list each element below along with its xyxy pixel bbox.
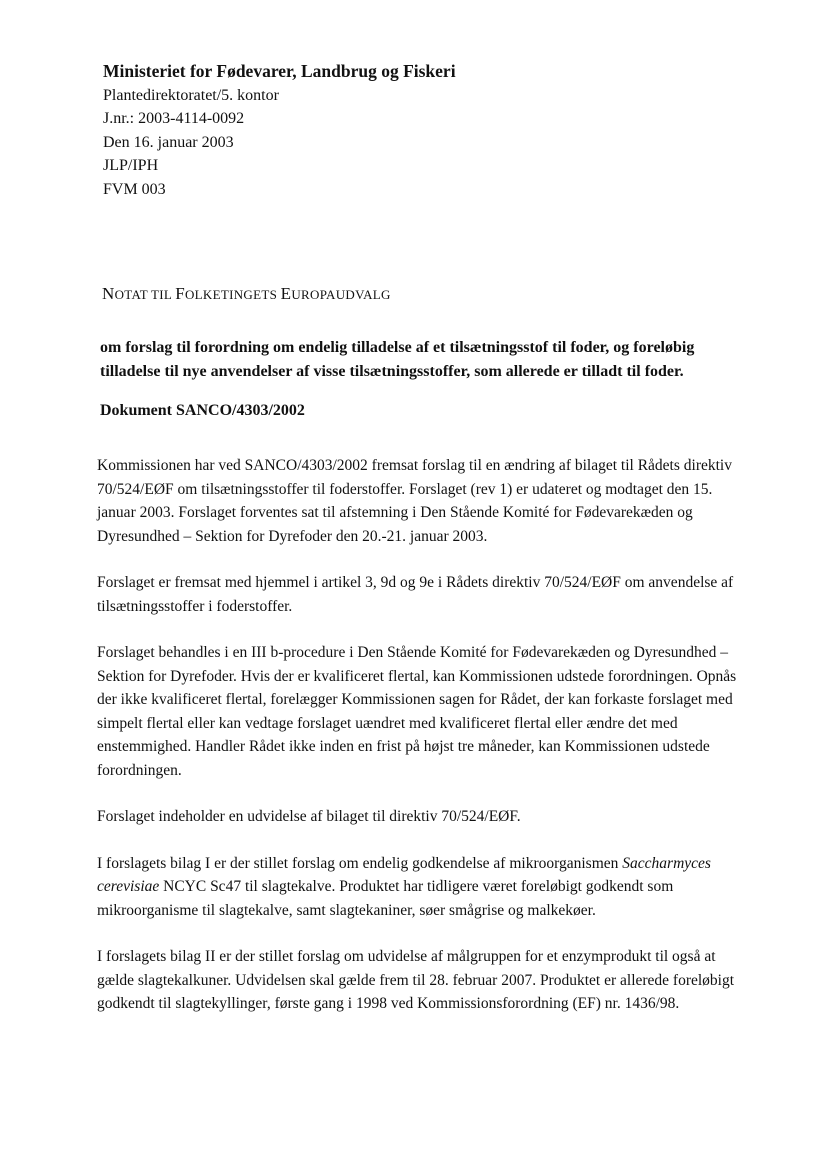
paragraph-5-text-a: I forslagets bilag I er der stillet forslag om endelig godkendelse af mikroorganismen: [97, 854, 623, 872]
title-rest-2: OLKETINGETS: [184, 287, 281, 302]
title-rest-1: OTAT TIL: [114, 287, 176, 302]
body-text: [97, 454, 737, 1039]
title-cap-1: N: [102, 284, 115, 303]
paragraph-1: Kommissionen har ved SANCO/4303/2002 fremsat forslag til en ændring af bilaget til Rådets direktiv 70/524/EØF om tilsætningsstoffer til foderstoffer. Forslaget (rev 1) er udateret og modtaget den 15. januar 2003. Forslaget forventes sat til afstemning i Den Stående Komité for Fødevarekæden og Dyresundhed – Sektion for Dyrefoder den 20.-21. januar 2003.: [97, 457, 732, 545]
department: Plantedirektoratet/5. kontor: [103, 86, 279, 104]
paragraph-2: Forslaget er fremsat med hjemmel i artikel 3, 9d og 9e i Rådets direktiv 70/524/EØF om anvendelse af tilsætningsstoffer i foderstoffer.: [97, 574, 734, 615]
paragraph-5-text-b: NCYC Sc47 til slagtekalve. Produktet har tidligere været foreløbigt godkendt som mikroorganisme til slagtekalve, samt slagtekaniner, søer smågrise og malkekøer.: [97, 878, 674, 919]
title-cap-3: E: [280, 284, 292, 303]
ministry-name: Ministeriet for Fødevarer, Landbrug og Fiskeri: [103, 61, 456, 81]
journal-number: J.nr.: 2003-4114-0092: [103, 110, 245, 127]
subject-heading: [100, 336, 740, 384]
subject-line-1: om forslag til forordning om endelig tilladelse af et tilsætningsstof til foder, og foreløbig: [100, 339, 695, 356]
subject-line-2: tilladelse til nye anvendelser af visse tilsætningsstoffer, som allerede er tilladt til foder.: [100, 363, 684, 380]
species-name: Saccharmyces cerevisiae: [97, 854, 711, 895]
title-rest-3: UROPAUDVALG: [291, 287, 391, 302]
paragraph-3: Forslaget behandles i en III b-procedure i Den Stående Komité for Fødevarekæden og Dyresundhed – Sektion for Dyrefoder. Hvis der er kvalificeret flertal, kan Kommissionen udstede forordningen. Opnås der ikke kvalificeret flertal, forelægger Kommissionen sagen for Rådet, der kan forkaste forslaget med simpelt flertal eller kan vedtage forslaget uændret med kvalificeret flertal eller ændre det med enstemmighed. Handler Rådet ikke inden en frist på højst tre måneder, kan Kommissionen udstede forordningen.: [97, 644, 737, 779]
author-initials: JLP/IPH: [103, 157, 159, 174]
internal-reference: FVM 003: [103, 180, 166, 198]
document-title: [102, 284, 391, 304]
document-date: Den 16. januar 2003: [103, 133, 234, 151]
title-cap-2: F: [175, 284, 185, 303]
paragraph-4: Forslaget indeholder en udvidelse af bilaget til direktiv 70/524/EØF.: [97, 808, 521, 825]
letterhead: [103, 60, 456, 201]
document-reference: Dokument SANCO/4303/2002: [100, 402, 305, 419]
paragraph-5: [97, 852, 737, 923]
paragraph-6: I forslagets bilag II er der stillet forslag om udvidelse af målgruppen for et enzymprodukt til også at gælde slagtekalkuner. Udvidelsen skal gælde frem til 28. februar 2007. Produktet er allerede foreløbigt godkendt til slagtekyllinger, første gang i 1998 ved Kommissionsforordning (EF) nr. 1436/98.: [97, 948, 735, 1012]
